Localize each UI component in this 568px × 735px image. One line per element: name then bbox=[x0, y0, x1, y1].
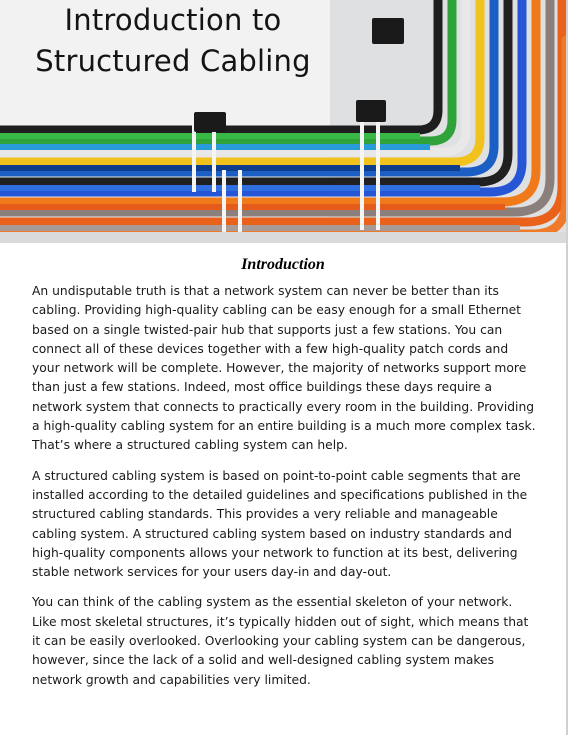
section-heading: Introduction bbox=[241, 256, 325, 273]
paragraph-1: An undisputable truth is that a network system can never be better than its cabling. Providing high-quality cabling can be easy enough for a small Ethernet based on a single twisted-pair hub that supports just a few stations. You can connect all of these devices together with a few high-quality patch cords and your network will be complete. However, the majority of networks support more than just a few stations. Indeed, most office buildings these days require a network system that connects to practically every room in the building. Providing a high-quality cabling system for an entire building is a much more complex task. That’s where a structured cabling system can help. bbox=[32, 284, 536, 453]
hero-title: Introduction to Structured Cabling bbox=[35, 3, 311, 78]
hero-banner bbox=[0, 0, 566, 243]
paragraph-2: A structured cabling system is based on point-to-point cable segments that are installed according to the detailed guidelines and specifications published in the structured cabling standards. This provides a very reliable and manageable cabling system. A structured cabling system based on industry standards and high-quality components allows your network to function at its best, delivering stable network services for your users day-in and day-out. bbox=[32, 468, 528, 580]
paragraph-3: You can think of the cabling system as the essential skeleton of your network. Like most skeletal structures, it’s typically hidden out of sight, which means that it can be easily overlooked. Overlooking your cabling system can be dangerous, however, since the lack of a solid and well-designed cabling system makes network growth and capabilities very limited. bbox=[32, 595, 529, 687]
body-text bbox=[32, 282, 538, 701]
